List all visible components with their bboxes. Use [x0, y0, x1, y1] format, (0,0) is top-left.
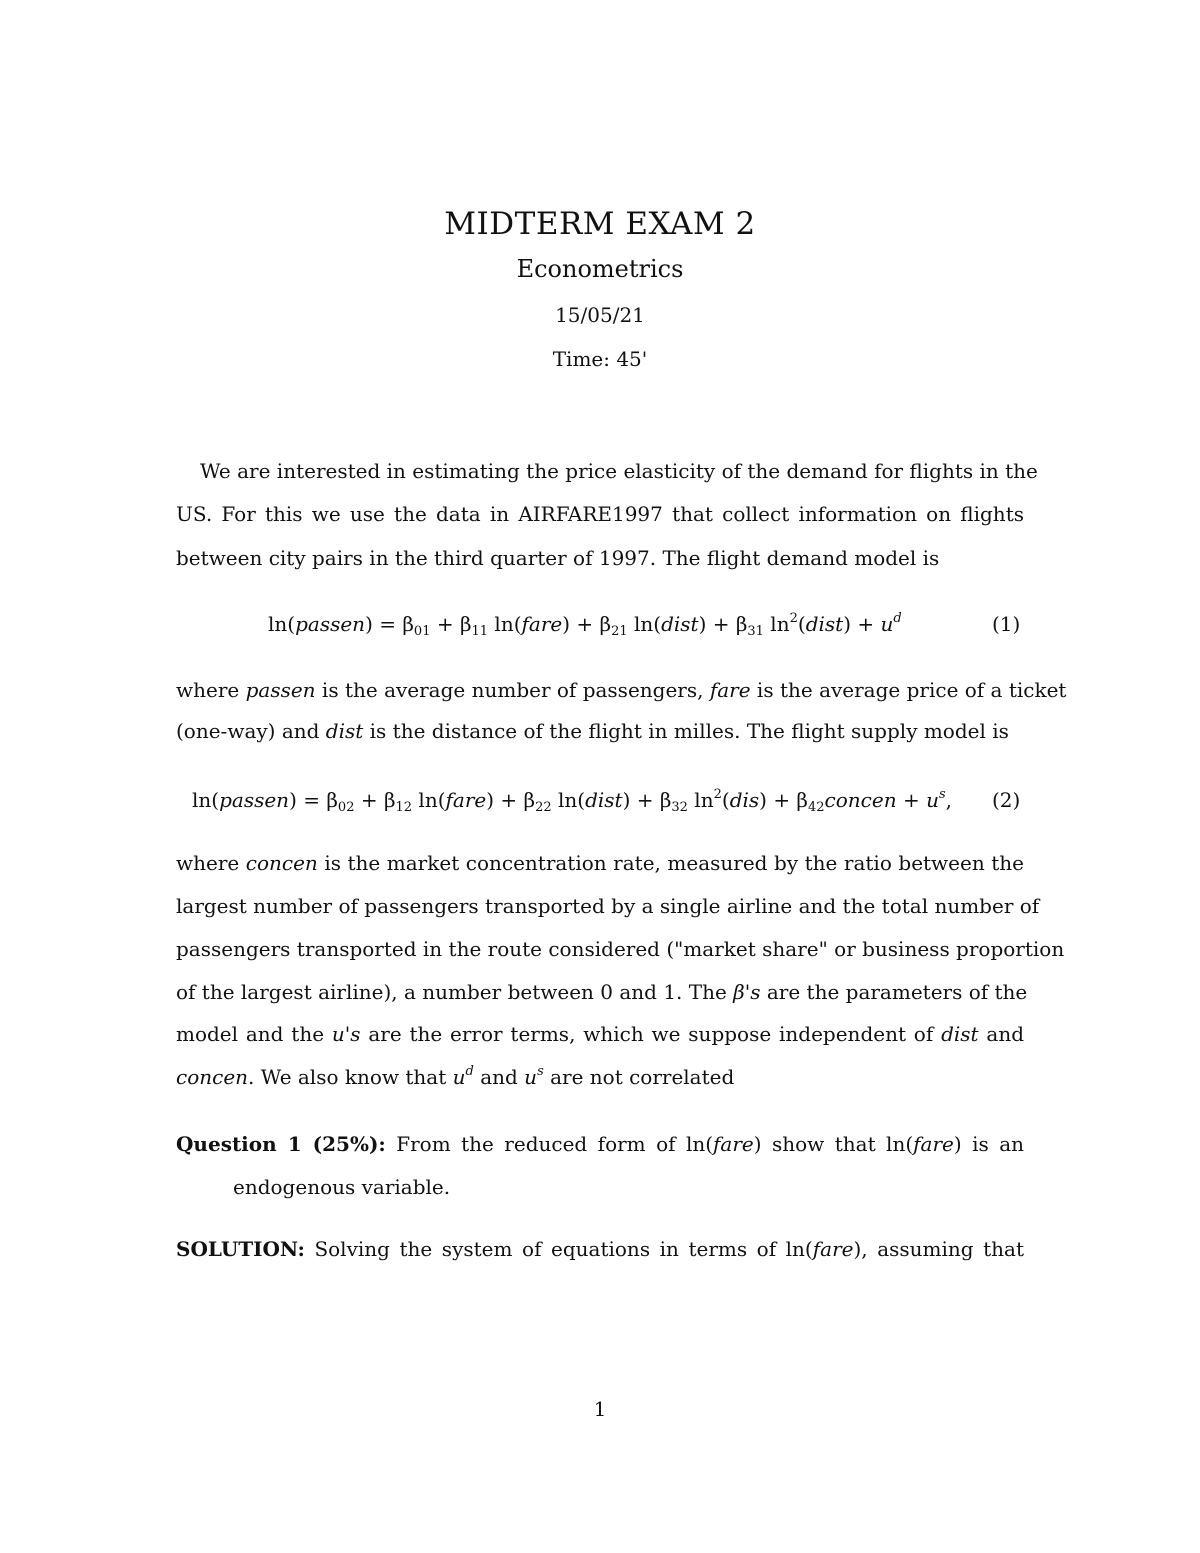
solution-label: SOLUTION:: [176, 1237, 305, 1261]
para3-line-4: of the largest airline), a number between 0 and 1. The β's are the parameters of the: [176, 980, 1028, 1004]
intro-line-3: between city pairs in the third quarter of 1997. The flight demand model is: [176, 546, 940, 570]
question-1-label: Question 1 (25%):: [176, 1132, 386, 1156]
para2-line-2: (one-way) and dist is the distance of the flight in milles. The flight supply model is: [176, 719, 1009, 743]
intro-line-1: We are interested in estimating the price elasticity of the demand for flights in the: [200, 459, 1038, 483]
para2-line-1: where passen is the average number of passengers, fare is the average price of a ticket: [176, 678, 1067, 702]
para3-line-1: where concen is the market concentration rate, measured by the ratio between the: [176, 851, 1025, 875]
course-name: Econometrics: [516, 255, 684, 283]
para3-line-3: passengers transported in the route considered ("market share" or business proportion: [176, 937, 1065, 961]
para3-line-2: largest number of passengers transported by a single airline and the total number of: [176, 894, 1040, 918]
equation-number-1: (1): [992, 612, 1021, 636]
question-1: Question 1 (25%): From the reduced form of ln(fare) show that ln(fare) is an: [176, 1132, 1025, 1156]
equation-number-2: (2): [992, 788, 1021, 812]
supply-equation: ln(passen) = $\beta_{02} + \beta_{12}$ ln(fare) + $\beta_{22}$ ln(dist) + $\beta_{32}$ $\ln^2(dis)$ + $\beta_{42}concen + u^s$,: [192, 787, 952, 815]
page-number: 1: [593, 1397, 607, 1421]
exam-date: 15/05/21: [555, 303, 645, 327]
para3-line-5: model and the u's are the error terms, which we suppose independent of dist and: [176, 1022, 1024, 1046]
solution: SOLUTION: Solving the system of equations in terms of ln(fare), assuming that: [176, 1237, 1024, 1261]
intro-line-2: US. For this we use the data in AIRFARE1997 that collect information on flights: [176, 502, 1024, 526]
exam-time: Time: 45': [552, 347, 648, 371]
exam-title: MIDTERM EXAM 2: [444, 206, 756, 242]
question-1-line-2: endogenous variable.: [233, 1175, 451, 1199]
demand-equation: ln(passen) = $\beta_{01} + \beta_{11}$ ln(fare) + $\beta_{21}$ ln(dist) + $\beta_{31}$ $\ln^2(dist) + u^d$: [268, 611, 902, 639]
para3-line-6: concen. We also know that $u^d$ and $u^s$ are not correlated: [176, 1064, 735, 1089]
